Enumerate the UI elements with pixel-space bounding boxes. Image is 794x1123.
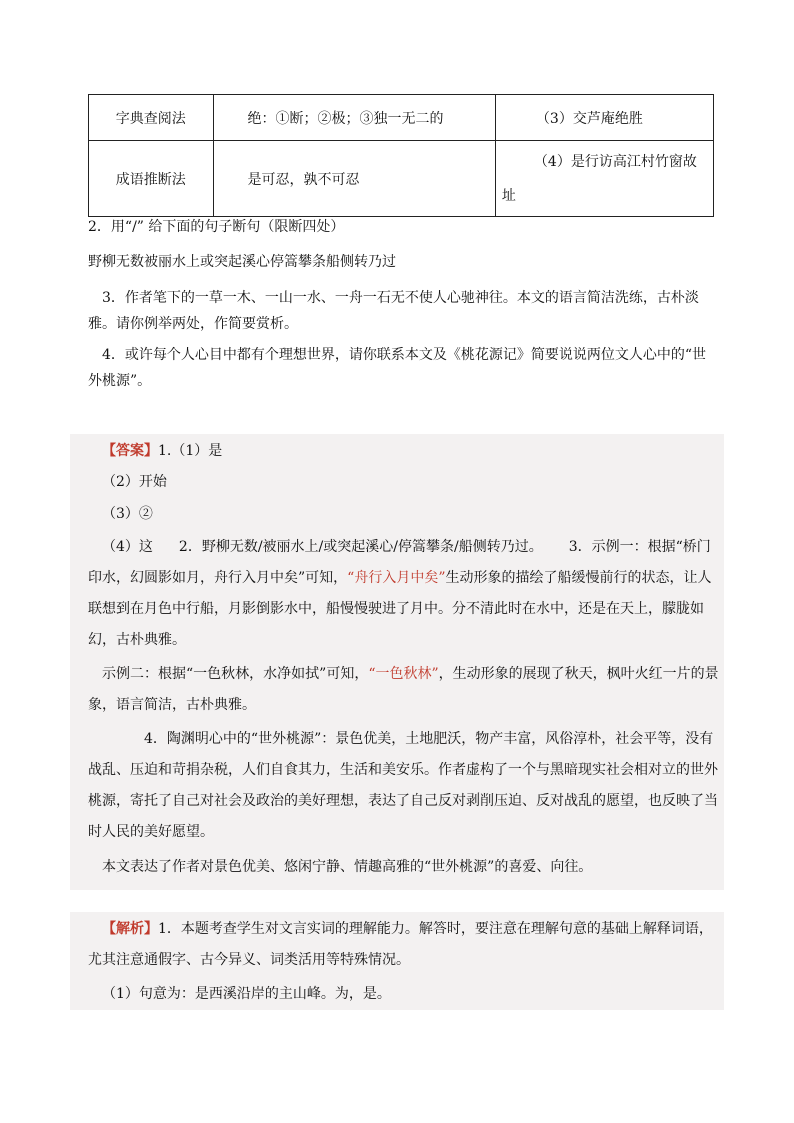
answer-block-3b <box>88 659 720 721</box>
answer-1-2: （2）开始 <box>102 474 167 490</box>
question-4-text: 4．或许每个人心目中都有个理想世界，请你联系本文及《桃花源记》简要说说两位文人心中的“世外桃源”。 <box>88 347 707 389</box>
answer-1-1: 1.（1）是 <box>158 443 223 459</box>
answer-block-4b <box>88 852 720 883</box>
method-cell: 字典查阅法 <box>89 95 214 141</box>
answer-2: 2．野柳无数/被丽水上/或突起溪心/停篙攀条/船侧转乃过。 <box>178 539 543 555</box>
solution-block-1 <box>88 914 720 976</box>
answer-block-3 <box>88 532 720 656</box>
question-2 <box>88 214 718 240</box>
answer-1-3: （3）② <box>102 506 153 522</box>
question-2-sentence-text: 野柳无数被丽水上或突起溪心停篙攀条船侧转乃过 <box>88 254 396 270</box>
answer-1-4: （4）这 <box>102 539 153 555</box>
question-3 <box>88 285 718 337</box>
solution-1-1: （1）句意为：是西溪沿岸的主山峰。为，是。 <box>102 986 391 1002</box>
answer-line-1 <box>88 436 720 467</box>
answer-line-3 <box>88 499 720 530</box>
answer-3b-tail: ，生动形象的展现了秋天，枫叶火红一片的景象，语言简洁，古朴典雅。 <box>88 666 719 713</box>
answer-tag: 【答案】 <box>102 443 158 459</box>
answer-3-tail: 生动形象的描绘了船缓慢前行的状态，让人联想到在月色中行船，月影倒影水中，船慢慢驶进了月中。分不清此时在水中，还是在天上，朦胧如幻，古朴典雅。 <box>88 570 712 648</box>
answer-3b-quote: “一色秋林” <box>368 666 439 682</box>
solution-tag: 【解析】 <box>102 921 158 937</box>
example-cell: 是可忍，孰不可忍 <box>213 141 495 217</box>
question-2-text: 2．用“/” 给下面的句子断句（限断四处） <box>88 219 345 235</box>
method-cell: 成语推断法 <box>89 141 214 217</box>
item-cell <box>495 141 713 217</box>
item-cell-text: （4）是行访高江村竹窗故址 <box>501 153 697 204</box>
answer-3-quote: “舟行入月中矣” <box>347 570 446 586</box>
solution-block-2 <box>88 979 720 1010</box>
question-4 <box>88 342 718 394</box>
solution-1: 1．本题考查学生对文言实词的理解能力。解答时，要注意在理解句意的基础上解释词语，尤其注意通假字、古今异义、词类活用等特殊情况。 <box>88 921 713 968</box>
answer-3b-head: 示例二：根据“一色秋林，水净如拭”可知， <box>102 666 369 682</box>
answer-4: 4．陶渊明心中的“世外桃源”：景色优美，土地肥沃，物产丰富，风俗淳朴，社会平等，没有战乱、压迫和苛捐杂税，人们自食其力，生活和美安乐。作者虚构了一个与黑暗现实社会相对立的世外桃源，寄托了自己对社会及政治的美好理想，表达了自己反对剥削压迫、反对战乱的愿望，也反映了当时人民的美好愿望。 <box>88 731 718 840</box>
item-cell: （3）交芦庵绝胜 <box>495 95 713 141</box>
answer-block-4 <box>88 724 720 848</box>
question-2-sentence <box>88 249 718 275</box>
example-cell: 绝：①断；②极；③独一无二的 <box>213 95 495 141</box>
table-row <box>89 95 714 141</box>
method-table <box>88 94 714 217</box>
question-3-text: 3．作者笔下的一草一木、一山一水、一舟一石无不使人心驰神往。本文的语言简洁洗练，古朴淡雅。请你例举两处，作简要赏析。 <box>88 290 699 332</box>
answer-4b: 本文表达了作者对景色优美、悠闲宁静、情趣高雅的“世外桃源”的喜爱、向往。 <box>102 859 593 875</box>
answer-line-2 <box>88 467 720 498</box>
answer-3-head: 3．示例一：根据“桥门印水，幻圆影如月，舟行入月中矣”可知， <box>88 539 711 586</box>
table-row <box>89 141 714 217</box>
